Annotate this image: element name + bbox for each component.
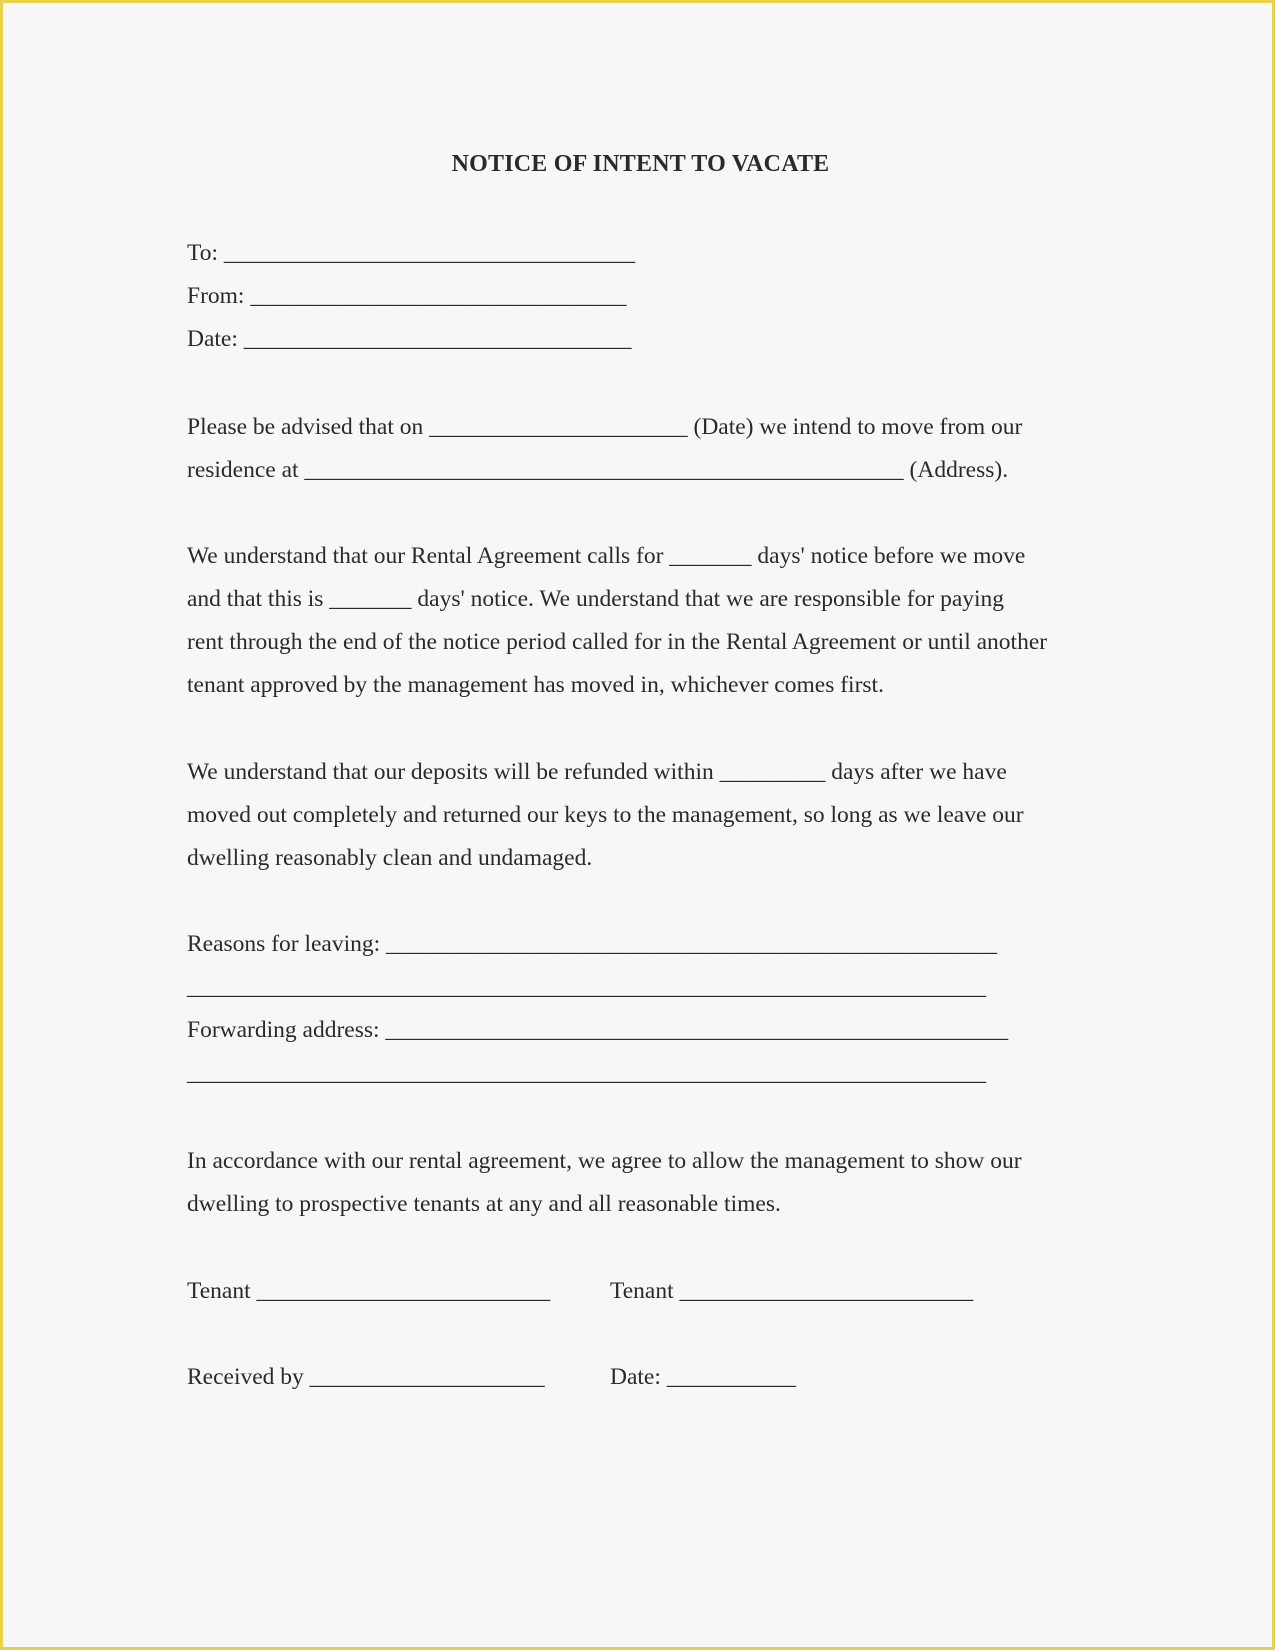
deposit-paragraph-line-3: dwelling reasonably clean and undamaged. — [187, 845, 593, 871]
residence-address-line: residence at ___________________________________________________ (Address). — [187, 457, 1009, 483]
showing-paragraph-line-2: dwelling to prospective tenants at any and all reasonable times. — [187, 1191, 781, 1217]
forwarding-address-line: Forwarding address: _____________________________________________________ — [187, 1017, 1009, 1043]
received-date-field: Date: ___________ — [610, 1364, 797, 1390]
notice-paragraph-line-2: and that this is _______ days' notice. We understand that we are responsible for paying — [187, 586, 1005, 612]
document-title: NOTICE OF INTENT TO VACATE — [451, 151, 830, 177]
forwarding-continuation-line: ____________________________________________________________________ — [187, 1060, 986, 1086]
showing-paragraph-line-1: In accordance with our rental agreement, we agree to allow the management to show our — [187, 1148, 1022, 1174]
from-field: From: ________________________________ — [187, 283, 627, 309]
tenant-signature-2: Tenant _________________________ — [610, 1278, 974, 1304]
notice-paragraph-line-1: We understand that our Rental Agreement calls for _______ days' notice before we move — [187, 543, 1026, 569]
deposit-paragraph-line-1: We understand that our deposits will be refunded within _________ days after we have — [187, 759, 1007, 785]
reasons-for-leaving-line: Reasons for leaving: ____________________________________________________ — [187, 931, 998, 957]
reasons-continuation-line: ____________________________________________________________________ — [187, 974, 986, 1000]
received-by-signature: Received by ____________________ — [187, 1364, 545, 1390]
deposit-paragraph-line-2: moved out completely and returned our keys to the management, so long as we leave our — [187, 802, 1024, 828]
notice-paragraph-line-4: tenant approved by the management has moved in, whichever comes first. — [187, 672, 884, 698]
to-field: To: ___________________________________ — [187, 240, 636, 266]
notice-paragraph-line-3: rent through the end of the notice period called for in the Rental Agreement or until another — [187, 629, 1048, 655]
tenant-signature-1: Tenant _________________________ — [187, 1278, 551, 1304]
move-date-line: Please be advised that on ______________________ (Date) we intend to move from our — [187, 414, 1023, 440]
date-field: Date: _________________________________ — [187, 326, 632, 352]
